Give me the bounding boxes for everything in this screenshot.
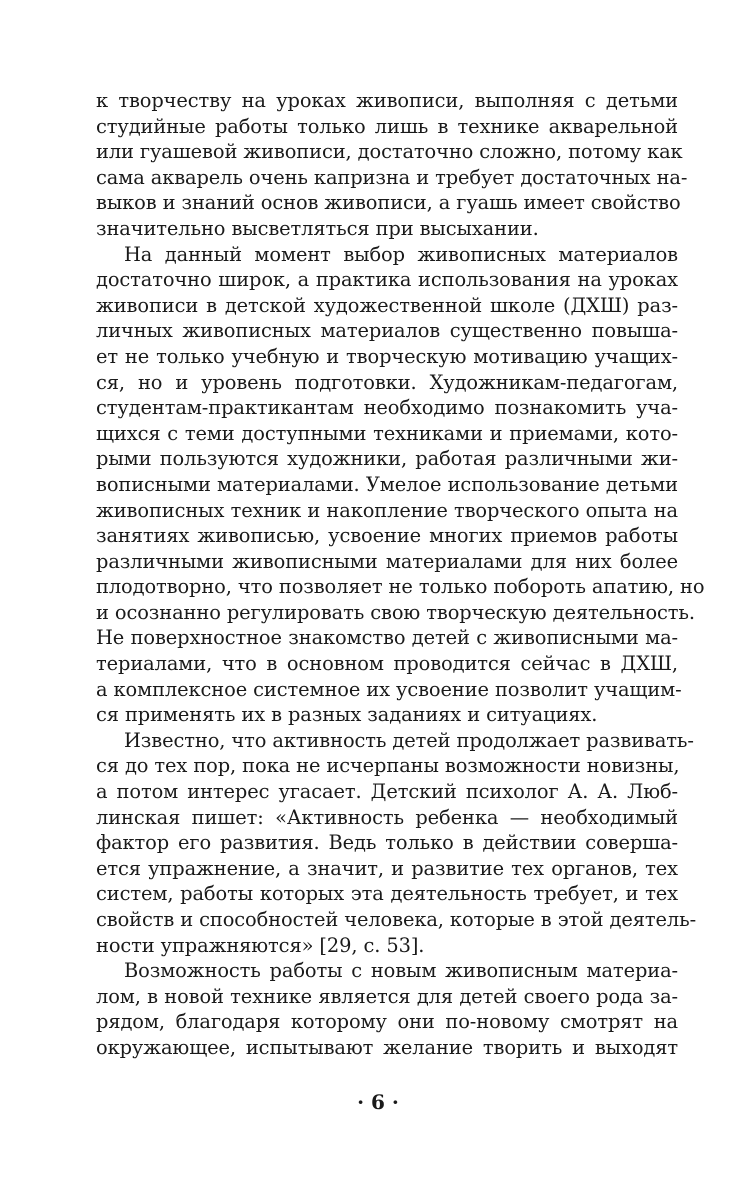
text-line: рядом, благодаря которому они по-новому смотрят на	[96, 1010, 678, 1034]
text-line: занятиях живописью, усвоение многих приемов работы	[96, 524, 678, 548]
paragraph	[96, 242, 705, 728]
text-line: студентам-практикантам необходимо познакомить уча-	[96, 396, 678, 420]
text-line: студийные работы только лишь в технике акварельной	[96, 114, 678, 138]
text-line: ется упражнение, а значит, и развитие тех органов, тех	[96, 856, 678, 880]
text-line: териалами, что в основном проводится сейчас в ДХШ,	[96, 652, 678, 676]
text-line: вописными материалами. Умелое использование детьми	[96, 472, 678, 496]
text-line: к творчеству на уроках живописи, выполняя с детьми	[96, 89, 678, 112]
text-line: или гуашевой живописи, достаточно сложно, потому как	[96, 140, 683, 164]
page-number: · 6 ·	[357, 1090, 399, 1114]
text-line: линская пишет: «Активность ребенка — необходимый	[96, 805, 678, 829]
text-line: рыми пользуются художники, работая различными жи-	[96, 447, 678, 471]
text-line: и осознанно регулировать свою творческую деятельность.	[96, 600, 695, 624]
text-line: ся применять их в разных заданиях и ситуациях.	[96, 703, 598, 727]
text-line: Возможность работы с новым живописным материа-	[124, 959, 678, 983]
paragraph	[96, 958, 678, 1060]
text-line: различными живописными материалами для них более	[96, 549, 678, 573]
text-line: а комплексное системное их усвоение позволит учащим-	[96, 677, 682, 701]
text-line: плодотворно, что позволяет не только побороть апатию, но	[96, 575, 705, 599]
text-line: Известно, что активность детей продолжает развивать-	[124, 728, 694, 752]
text-line: систем, работы которых эта деятельность требует, и тех	[96, 882, 678, 906]
text-line: ся до тех пор, пока не исчерпаны возможности новизны,	[96, 754, 680, 778]
text-line: сама акварель очень капризна и требует достаточных на-	[96, 165, 688, 189]
body-text	[96, 88, 705, 1061]
text-line: выков и знаний основ живописи, а гуашь имеет свойство	[96, 191, 681, 215]
text-line: ности упражняются» [29, с. 53].	[96, 933, 425, 957]
text-line: На данный момент выбор живописных материалов	[124, 242, 678, 266]
text-line: достаточно широк, а практика использования на уроках	[96, 268, 678, 292]
text-line: лом, в новой технике является для детей своего рода за-	[96, 984, 678, 1008]
text-line: Не поверхностное знакомство детей с живописными ма-	[96, 626, 678, 650]
text-line: свойств и способностей человека, которые в этой деятель-	[96, 908, 697, 931]
text-line: ет не только учебную и творческую мотивацию учащих-	[96, 344, 678, 368]
text-line: ся, но и уровень подготовки. Художникам-педагогам,	[96, 370, 678, 394]
text-line: а потом интерес угасает. Детский психолог А. А. Люб-	[96, 780, 678, 804]
text-line: личных живописных материалов существенно повыша-	[96, 319, 678, 343]
text-line: фактор его развития. Ведь только в действии соверша-	[96, 831, 678, 855]
text-line: окружающее, испытывают желание творить и выходят	[96, 1035, 678, 1059]
text-line: значительно высветляться при высыхании.	[96, 216, 539, 240]
paragraph	[96, 88, 688, 242]
text-line: живописи в детской художественной школе (ДХШ) раз-	[96, 293, 678, 317]
paragraph	[96, 728, 697, 958]
text-line: щихся с теми доступными техниками и приемами, кото-	[96, 421, 678, 445]
text-line: живописных техник и накопление творческого опыта на	[96, 498, 678, 522]
